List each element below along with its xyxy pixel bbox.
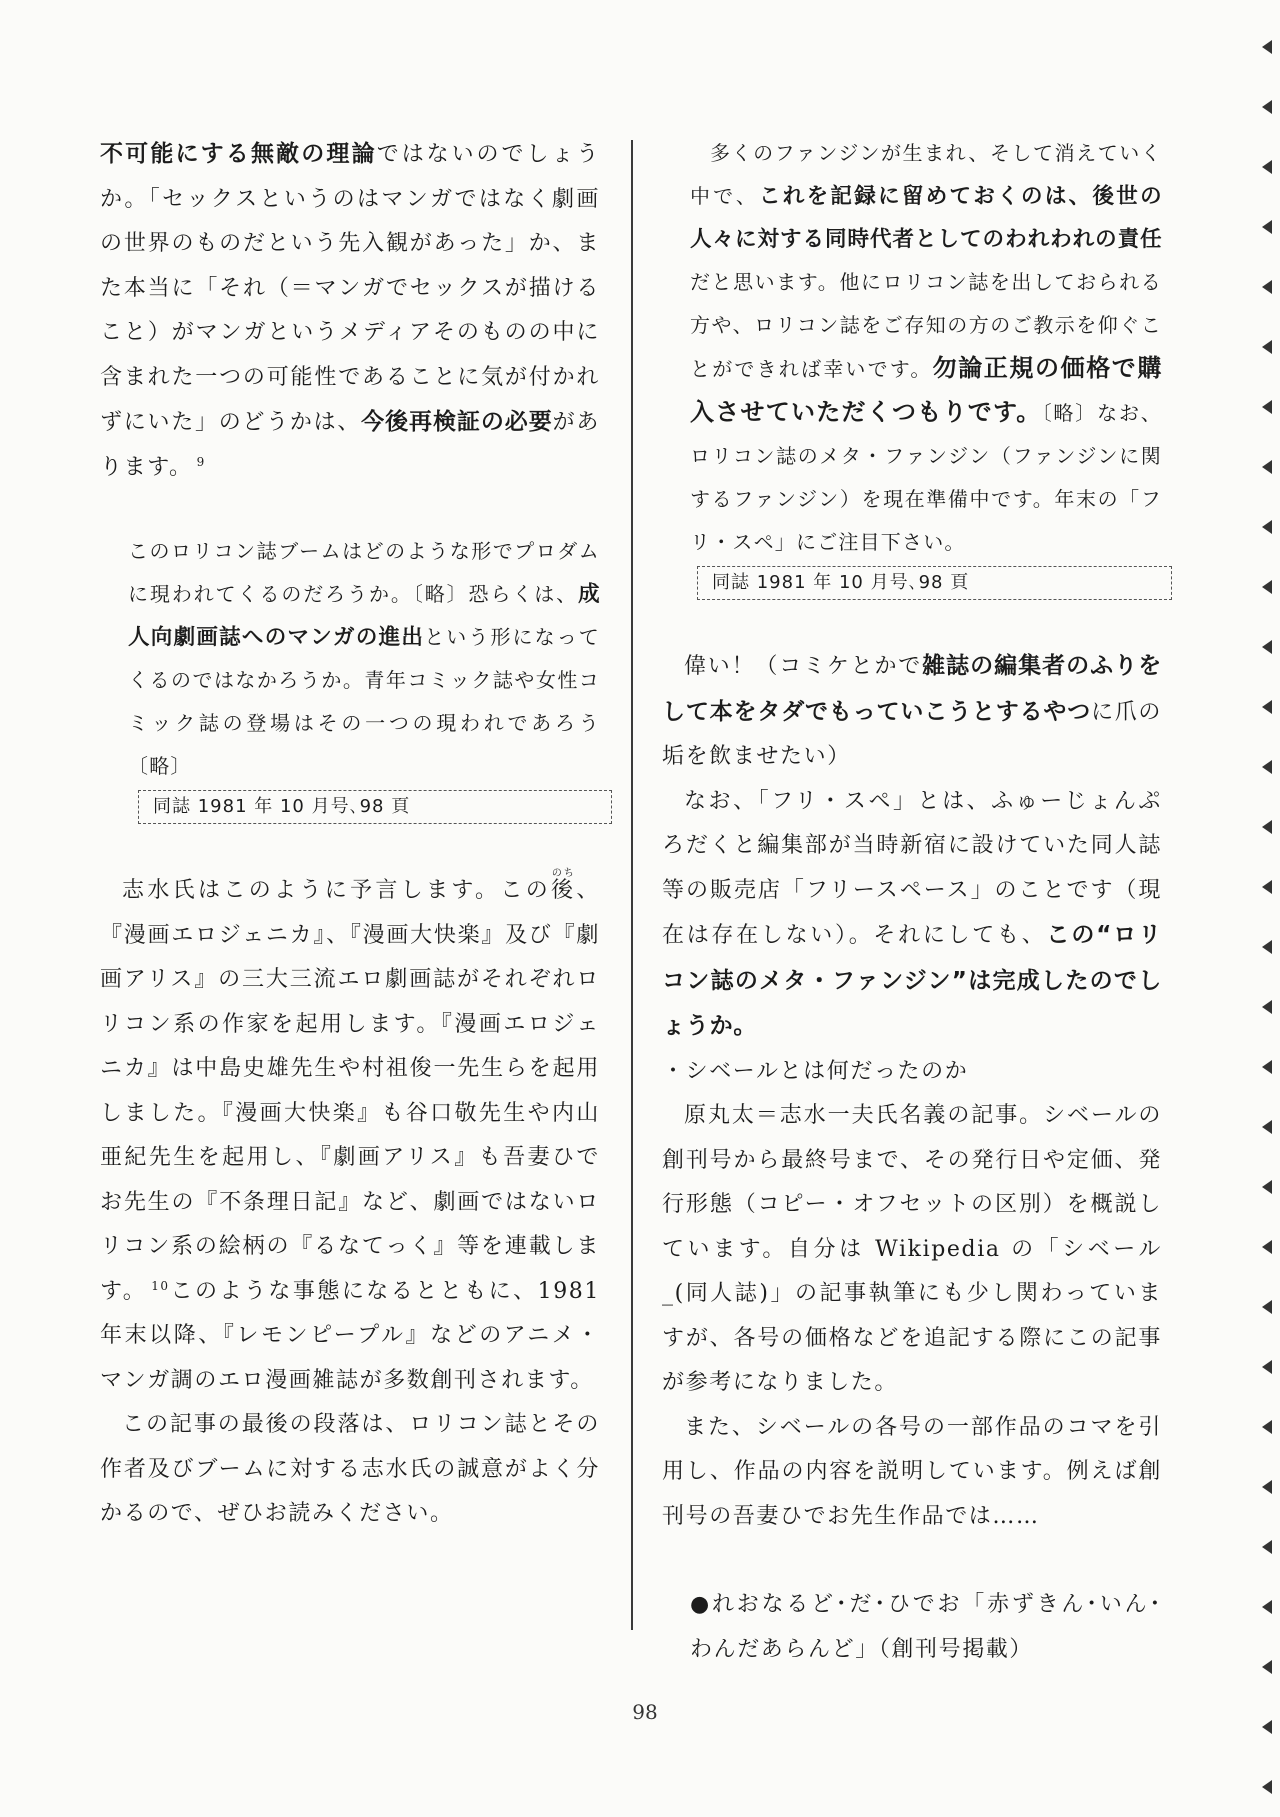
emphasis: この“ロリコン誌のメタ・ファンジン”は完成したのでしょうか。 (662, 922, 1162, 1039)
body-paragraph: 原丸太＝志水一夫氏名義の記事。シベールの創刊号から最終号まで、その発行日や定価、発行形態（コピー・オフセットの区別）を概説しています。自分は Wikipedia の「シベール_(同人誌)」の記事執筆にも少し関わっていますが、各号の価格などを追記する際にこの記事が参考になりました。 (662, 1103, 1162, 1395)
footnote-ref: 10 (151, 1278, 170, 1293)
emphasis: 不可能にする無敵の理論 (100, 141, 377, 167)
body-paragraph: 志水氏はこのように予言します。この後のち、『漫画エロジェニカ』、『漫画大快楽』及び『劇画アリス』の三大三流エロ劇画誌がそれぞれロリコン系の作家を起用します。『漫画エロジェニカ』は中島史雄先生や村祖俊一先生らを起用しました。『漫画大快楽』も谷口敬先生や内山亜紀先生を起用し、『劇画アリス』も吾妻ひでお先生の『不条理日記』など、劇画ではないロリコン系の絵柄の『るなてっく』等を連載します。 $^{10}$このような事態になるとともに、1981 年末以降、『レモンピープル』などのアニメ・マンガ調のエロ漫画雑誌が多数創刊されます。 (100, 868, 600, 1393)
column-divider (631, 140, 633, 1630)
emphasis: 雑誌の編集者のふりをして本をタダでもっていこうとするやつ (662, 653, 1162, 725)
emphasis: 勿論正規の価格で購入させていただくつもりです。 (690, 354, 1162, 426)
footnote-ref: 9 (196, 454, 206, 469)
emphasis: 今後再検証の必要 (361, 409, 553, 435)
body-paragraph: なお、「フリ・スペ」とは、ふゅーじょんぷろだくと編集部が当時新宿に設けていた同人誌等の販売店「フリースペース」のことです（現在は存在しない）。それにしても、この“ロリコン誌のメタ・ファンジン”は完成したのでしょうか。 (662, 788, 1162, 1039)
section-heading: ・シベールとは何だったのか (662, 1058, 969, 1084)
body-paragraph: また、シベールの各号の一部作品のコマを引用し、作品の内容を説明しています。例えば創刊号の吾妻ひでお先生作品では…… (662, 1414, 1162, 1529)
figure-caption: ●れおなるど･だ･ひでお「赤ずきん･いん･わんだあらんど」（創刊号掲載） (690, 1592, 1162, 1662)
right-column (662, 132, 1162, 1672)
page-number: 98 (632, 1700, 658, 1724)
body-paragraph: 偉い！（コミケとかで雑誌の編集者のふりをして本をタダでもっていこうとするやつに爪の垢を飲ませたい） (662, 653, 1162, 769)
quote-text: 多くのファンジンが生まれ、そして消えていく中で、これを記録に留めておくのは、後世の人々に対する同時代者としてのわれわれの責任だと思います。他にロリコン誌を出しておられる方や、ロリコン誌をご存知の方のご教示を仰ぐことができれば幸いです。勿論正規の価格で購入させていただくつもりです。〔略〕なお、ロリコン誌のメタ・ファンジン（ファンジンに関するファンジン）を現在準備中です。年末の「フリ・スペ」にご注目下さい。 (690, 141, 1163, 554)
left-column (100, 132, 600, 1537)
binding-edge (1246, 0, 1280, 1817)
block-quote (662, 132, 1162, 600)
quote-source: 同誌 1981 年 10 月号､98 頁 (138, 790, 612, 824)
body-paragraph: この記事の最後の段落は、ロリコン誌とその作者及びブームに対する志水氏の誠意がよく分かるので、ぜひお読みください。 (100, 1412, 600, 1526)
emphasis: 成人向劇画誌へのマンガの進出 (128, 582, 600, 650)
emphasis: これを記録に留めておくのは、後世の人々に対する同時代者としてのわれわれの責任 (690, 184, 1162, 252)
body-paragraph: 不可能にする無敵の理論ではないのでしょうか。「セックスというのはマンガではなく劇画の世界のものだという先入観があった」か、また本当に「それ（＝マンガでセックスが描けること）がマンガというメディアそのものの中に含まれた一つの可能性であることに気が付かれずにいた」のどうかは、今後再検証の必要があります。 $^9$ (100, 141, 600, 480)
quote-text: このロリコン誌ブームはどのような形でプロダムに現われてくるのだろうか。〔略〕恐らくは、成人向劇画誌へのマンガの進出という形になってくるのではなかろうか。青年コミック誌や女性コミック誌の登場はその一つの現われであろう〔略〕 (128, 539, 600, 778)
quote-source: 同誌 1981 年 10 月号､98 頁 (697, 566, 1172, 600)
block-quote (100, 530, 600, 824)
ruby-annotation: 後のち (551, 868, 577, 903)
